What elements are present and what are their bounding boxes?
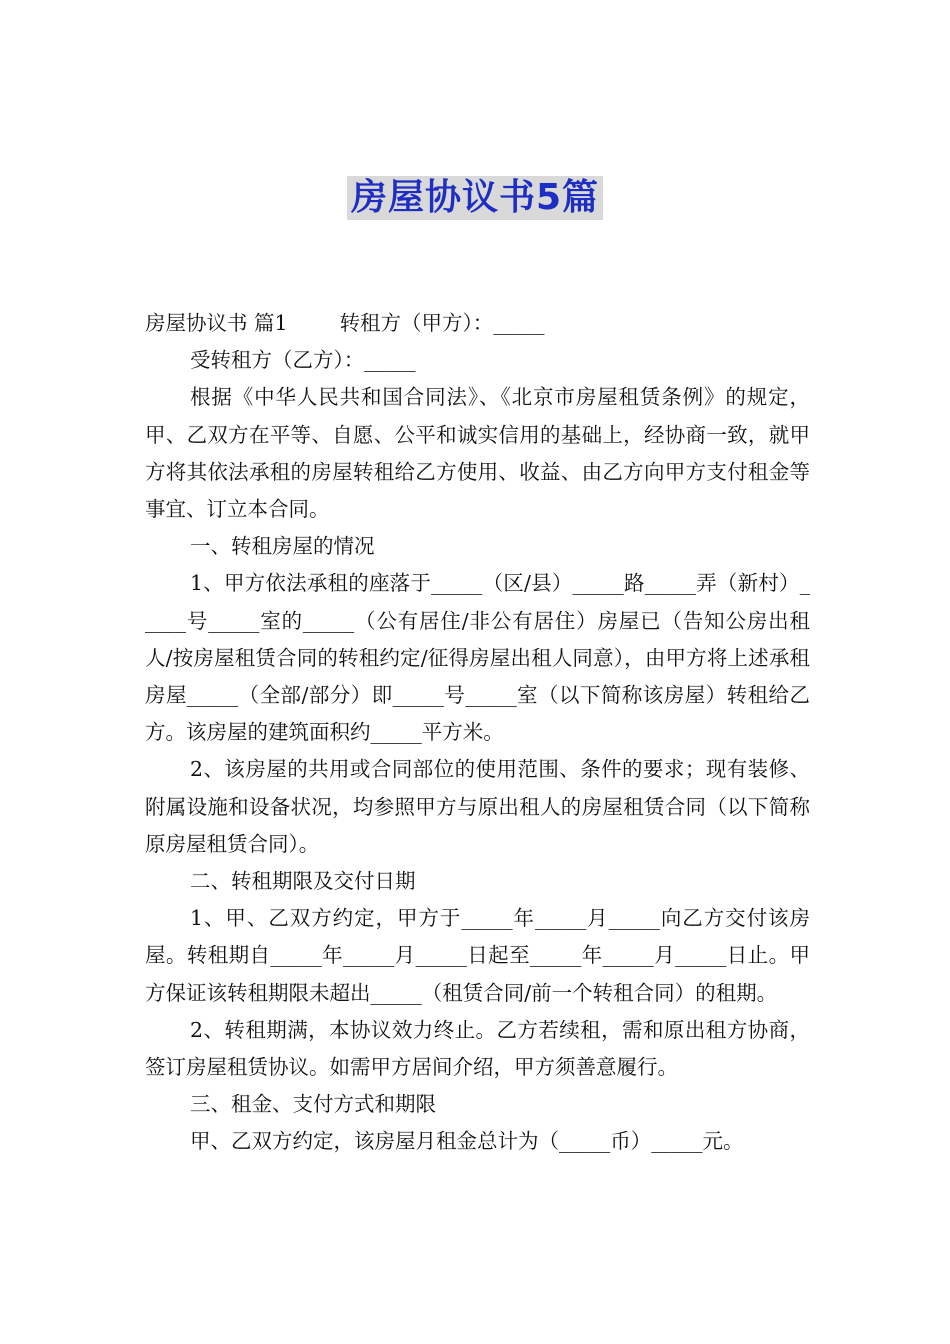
paragraph-preamble: 根据《中华人民共和国合同法》、《北京市房屋租赁条例》的规定，甲、乙双方在平等、自愿、公平和诚实信用的基础上，经协商一致，就甲方将其依法承租的房屋转租给乙方使用、收益、由乙方向甲方支付租金等事宜、订立本合同。 [145,385,810,522]
clause-3-1: 甲、乙双方约定，该房屋月租金总计为（_____币）_____元。 [190,1129,744,1154]
paragraph-heading-line [145,305,810,342]
section-heading-2: 二、转租期限及交付日期 [190,869,416,894]
section-heading-3: 三、租金、支付方式和期限 [190,1092,436,1117]
title-container [0,176,950,220]
section-heading-1: 一、转租房屋的情况 [190,534,375,559]
paragraph-sublessee: 受转租方（乙方）：_____ [190,348,416,373]
clause-2-1: 1、甲、乙双方约定，甲方于_____年_____月_____向乙方交付该房屋。转租期自_____年_____月_____日起至_____年_____月_____日止。甲方保证该转租期限未超出_____（租赁合同/前一个转租合同）的租期。 [145,906,810,1005]
section-label: 房屋协议书 篇1 [145,311,288,335]
document-body [145,305,810,1161]
document-title: 房屋协议书5篇 [347,176,603,220]
clause-2-2: 2、转租期满，本协议效力终止。乙方若续租，需和原出租方协商，签订房屋租赁协议。如需甲方居间介绍，甲方须善意履行。 [145,1017,810,1080]
sublessor-line: 转租方（甲方）：_____ [339,311,545,335]
clause-1-2: 2、该房屋的共用或合同部位的使用范围、条件的要求；现有装修、附属设施和设备状况，均参照甲方与原出租人的房屋租赁合同（以下简称原房屋租赁合同）。 [145,757,810,856]
clause-1-1: 1、甲方依法承租的座落于_____（区/县）_____路_____弄（新村）_____号_____室的_____（公有居住/非公有居住）房屋已（告知公房出租人/按房屋租赁合同的转租约定/征得房屋出租人同意），由甲方将上述承租房屋_____（全部/部分）即_____号_____室（以下简称该房屋）转租给乙方。该房屋的建筑面积约_____平方米。 [145,571,810,745]
